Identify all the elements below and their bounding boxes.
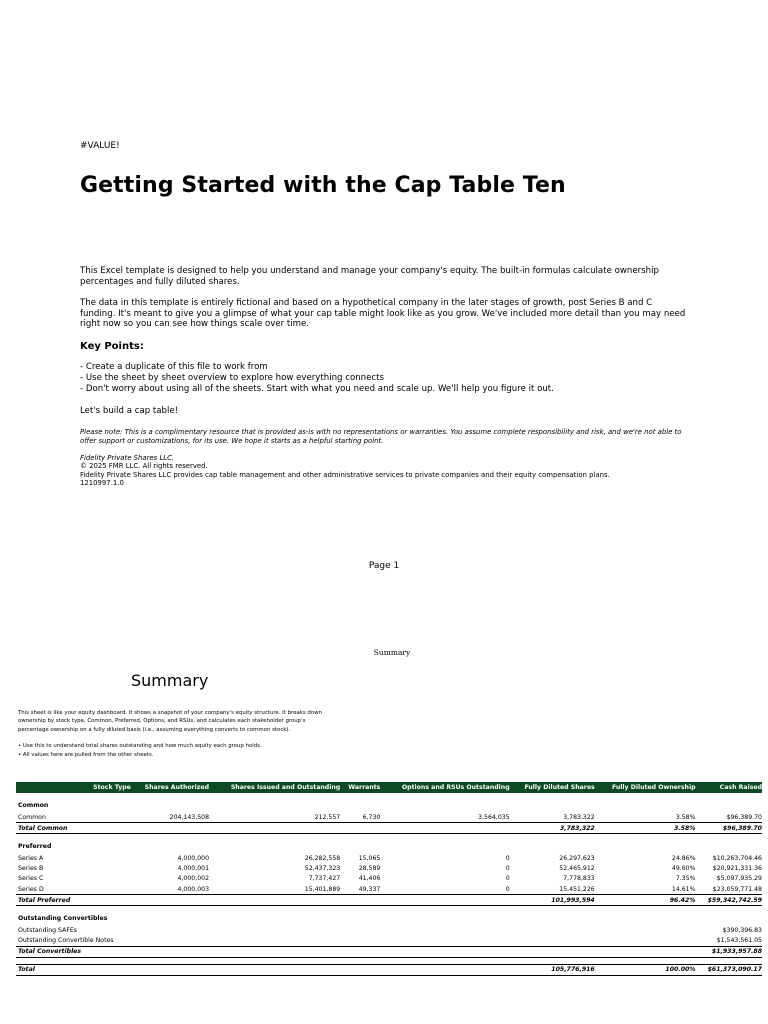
table-cell: Total Preferred xyxy=(16,895,131,906)
table-cell xyxy=(209,823,340,834)
table-cell: Series B xyxy=(18,865,44,873)
section-heading: Outstanding Convertibles xyxy=(18,915,108,923)
table-cell xyxy=(340,823,380,834)
table-cell xyxy=(340,925,380,935)
table-cell: 105,776,916 xyxy=(510,964,595,975)
table-cell: Series D xyxy=(18,885,44,893)
table-cell xyxy=(595,925,696,935)
table-cell: Total Convertibles xyxy=(16,946,131,957)
section-heading-row xyxy=(16,834,762,854)
summary-bullets xyxy=(18,742,262,759)
table-cell xyxy=(131,946,209,957)
table-cell: 100.00% xyxy=(595,964,696,975)
cap-table xyxy=(16,782,762,976)
table-cell: 96.42% xyxy=(595,895,696,906)
summary-bullet: • All values here are pulled from the other sheets. xyxy=(18,751,154,758)
table-cell: 49,337 xyxy=(358,885,381,893)
table-cell: 0 xyxy=(505,875,510,883)
key-point-item: - Create a duplicate of this file to work from xyxy=(80,362,268,372)
table-cell: 7,778,833 xyxy=(563,875,595,883)
table-cell: 28,589 xyxy=(358,865,381,873)
table-row xyxy=(16,864,762,874)
key-point-item: - Use the sheet by sheet overview to explore how everything connects xyxy=(80,373,384,383)
table-cell: 7,737,427 xyxy=(308,875,341,883)
disclaimer-note: Please note: This is a complimentary resource that is provided as-is with no representations or warranties. You assume complete responsibility and risk, and we're not able to offer support or customizations, for its use. We hope it starts as a helpful starting point. xyxy=(80,428,682,445)
sheet-header: Summary xyxy=(373,648,411,657)
table-cell: $59,342,742.59 xyxy=(696,895,763,906)
table-cell: 0 xyxy=(505,854,510,862)
table-cell xyxy=(510,936,595,947)
section-heading: Preferred xyxy=(18,843,52,851)
table-cell xyxy=(380,946,509,957)
table-cell: $5,097,935.29 xyxy=(716,875,762,883)
key-point-item: - Don't worry about using all of the sheets. Start with what you need and scale up. We'll help you figure it out. xyxy=(80,384,554,394)
table-cell xyxy=(340,936,380,947)
table-cell xyxy=(595,946,696,957)
grand-total-row xyxy=(16,964,762,975)
table-header-row xyxy=(16,782,762,793)
table-cell: $61,373,090.17 xyxy=(696,964,763,975)
col-header: Fully Diluted Ownership xyxy=(595,782,696,793)
table-cell xyxy=(340,964,380,975)
table-cell: Total Common xyxy=(16,823,131,834)
section-heading-row xyxy=(16,793,762,812)
footer-block xyxy=(80,454,720,488)
spacer-row xyxy=(16,957,762,964)
table-cell: 3.58% xyxy=(675,813,696,821)
error-cell: #VALUE! xyxy=(80,141,120,151)
table-cell: 7.35% xyxy=(675,875,696,883)
table-cell: $96,389.70 xyxy=(696,823,763,834)
table-cell: $10,263,704.46 xyxy=(712,854,762,862)
table-cell xyxy=(131,936,209,947)
table-cell: 52,465,912 xyxy=(559,865,595,873)
table-row xyxy=(16,853,762,863)
col-header: Warrants xyxy=(340,782,380,793)
table-cell xyxy=(209,964,340,975)
table-cell: $390,396.83 xyxy=(722,926,762,934)
table-cell: 4,000,002 xyxy=(177,875,210,883)
table-cell: 14.61% xyxy=(671,885,696,893)
table-cell: 26,297,623 xyxy=(559,854,595,862)
table-cell: 204,143,508 xyxy=(169,813,210,821)
table-cell: 212,557 xyxy=(314,813,341,821)
table-cell: 3,783,322 xyxy=(510,823,595,834)
table-cell: Common xyxy=(18,813,46,821)
company-name: Fidelity Private Shares LLC. xyxy=(80,454,175,462)
summary-title: Summary xyxy=(131,671,209,690)
table-cell: 26,282,558 xyxy=(304,854,341,862)
table-cell: $23,059,771.48 xyxy=(712,885,762,893)
table-cell xyxy=(380,925,509,935)
total-row xyxy=(16,823,762,834)
table-cell xyxy=(209,925,340,935)
key-points-heading: Key Points: xyxy=(80,341,144,352)
table-cell xyxy=(380,895,509,906)
total-row xyxy=(16,946,762,957)
table-cell xyxy=(380,936,509,947)
col-header: Shares Issued and Outstanding xyxy=(209,782,340,793)
page-number: Page 1 xyxy=(368,561,400,571)
summary-bullet: • Use this to understand total shares outstanding and how much equity each group holds. xyxy=(18,743,262,749)
table-cell: 6,730 xyxy=(362,813,381,821)
table-cell: 24.86% xyxy=(671,854,696,862)
table-cell: 3,564,035 xyxy=(478,813,510,821)
col-header: Cash Raised xyxy=(696,782,763,793)
table-cell xyxy=(209,946,340,957)
col-header: Options and RSUs Outstanding xyxy=(380,782,509,793)
table-cell: Total xyxy=(16,964,131,975)
table-cell: 3.58% xyxy=(595,823,696,834)
col-header: Shares Authorized xyxy=(131,782,209,793)
table-cell: Outstanding SAFEs xyxy=(18,926,78,934)
table-row xyxy=(16,884,762,895)
table-cell xyxy=(131,925,209,935)
table-cell: $1,933,957.88 xyxy=(696,946,763,957)
table-cell xyxy=(510,925,595,935)
key-points-list xyxy=(80,362,554,395)
table-row xyxy=(16,812,762,823)
table-cell: 49.60% xyxy=(671,865,696,873)
table-cell xyxy=(380,823,509,834)
summary-description: This sheet is like your equity dashboard. It shows a snapshot of your company's equity structure. It breaks down ownership by stock type, Common, Preferred, Options, and RSUs, and calculates each stakeholder group's percentage ownership on a fully diluted basis (i.e., assuming everything converts to common stock). xyxy=(18,710,322,733)
table-cell xyxy=(131,964,209,975)
table-cell xyxy=(340,895,380,906)
table-cell xyxy=(131,823,209,834)
total-row xyxy=(16,895,762,906)
table-cell: 4,000,003 xyxy=(177,885,210,893)
intro-paragraph-2: The data in this template is entirely fictional and based on a hypothetical company in the later stages of growth, post Series B and C funding. It's meant to give you a glimpse of what your cap table might look like as you grow. We've included more detail than you may need right now so you can see how things scale over time. xyxy=(80,298,686,330)
table-row xyxy=(16,874,762,884)
table-cell: 101,993,594 xyxy=(510,895,595,906)
section-heading-row xyxy=(16,906,762,926)
table-cell xyxy=(380,964,509,975)
table-cell: $1,543,561.05 xyxy=(716,937,762,945)
cta-text: Let's build a cap table! xyxy=(80,406,179,416)
table-cell: Outstanding Convertible Notes xyxy=(18,937,114,945)
table-cell xyxy=(340,946,380,957)
page-title: Getting Started with the Cap Table Ten xyxy=(80,173,566,198)
table-cell: 15,401,889 xyxy=(304,885,341,893)
col-header: Fully Diluted Shares xyxy=(510,782,595,793)
table-cell: $96,389.70 xyxy=(726,813,762,821)
services-statement: Fidelity Private Shares LLC provides cap table management and other administrative services to private companies and their equity compensation plans. xyxy=(80,470,610,479)
table-cell xyxy=(131,895,209,906)
copyright: © 2025 FMR LLC. All rights reserved. xyxy=(80,462,208,471)
intro-paragraph-1: This Excel template is designed to help you understand and manage your company's equity. The built-in formulas calculate ownership percentages and fully diluted shares. xyxy=(80,266,659,287)
table-cell xyxy=(510,946,595,957)
table-cell: $20,921,331.36 xyxy=(712,865,762,873)
table-row xyxy=(16,925,762,935)
table-cell: 41,406 xyxy=(358,875,381,883)
table-cell xyxy=(209,936,340,947)
table-cell: 0 xyxy=(505,885,510,893)
table-cell: Series A xyxy=(18,854,44,862)
col-header: Stock Type xyxy=(16,782,131,793)
table-cell: 15,065 xyxy=(358,854,381,862)
document-id: 1210997.1.0 xyxy=(80,479,124,488)
table-cell: 4,000,001 xyxy=(177,865,210,873)
table-cell xyxy=(595,936,696,947)
table-cell xyxy=(209,895,340,906)
table-cell: 3,783,322 xyxy=(563,813,595,821)
table-cell: 0 xyxy=(505,865,510,873)
table-row xyxy=(16,936,762,947)
table-cell: 15,451,226 xyxy=(559,885,595,893)
table-cell: Series C xyxy=(18,875,44,883)
table-cell: 52,437,323 xyxy=(304,865,341,873)
table-cell: 4,000,000 xyxy=(177,854,210,862)
section-heading: Common xyxy=(18,802,49,809)
